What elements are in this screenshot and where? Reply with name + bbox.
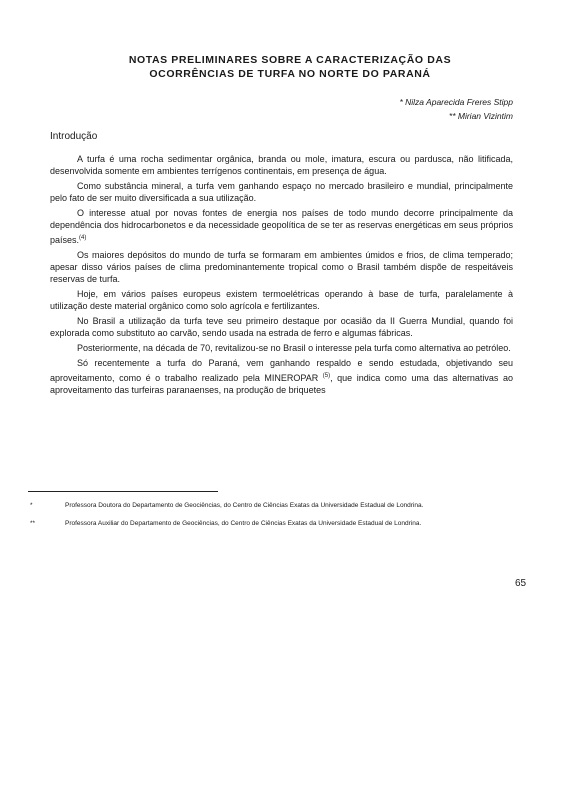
footnote-divider xyxy=(28,491,218,492)
footnote-text: Professora Doutora do Departamento de Geociências, do Centro de Ciências Exatas da Universidade Estadual de Londrina. xyxy=(65,502,424,509)
footnote-text: Professora Auxiliar do Departamento de Geociências, do Centro de Ciências Exatas da Universidade Estadual de Londrina. xyxy=(65,520,422,527)
citation-ref: (4) xyxy=(79,234,87,241)
author-block xyxy=(399,95,513,123)
paragraph-3: O interesse atual por novas fontes de energia nos países de todo mundo decorre principalmente da dependência dos hidrocarbonetos e da necessidade geopolítica de se ter as reservas energéticas em seus próprios países.$^{(4)}$ xyxy=(50,208,513,245)
paragraph-6: No Brasil a utilização da turfa teve seu primeiro destaque por ocasião da II Guerra Mundial, quando foi explorada como substituto ao carvão, sendo usada na estrada de ferro e algumas fábricas. xyxy=(50,316,513,339)
paragraph-5: Hoje, em vários países europeus existem termoelétricas operando à base de turfa, paralelamente à utilização deste material orgânico como solo agrícola e fertilizantes. xyxy=(50,288,513,312)
footnote-mark: ** xyxy=(30,520,36,527)
title-line-2: OCORRÊNCIAS DE TURFA NO NORTE DO PARANÁ xyxy=(149,68,431,80)
footnote-mark: * xyxy=(30,502,33,509)
footnotes xyxy=(28,501,533,537)
section-heading: Introdução xyxy=(50,131,98,142)
author-1: * Nilza Aparecida Freres Stipp xyxy=(399,97,513,107)
footnote-2 xyxy=(28,519,533,528)
paragraph-2: Como substância mineral, a turfa vem ganhando espaço no mercado brasileiro e mundial, principalmente pelo fato de ser muito diversificada a sua utilização. xyxy=(50,181,513,204)
paper-title xyxy=(30,53,550,81)
paragraph-8: Só recentemente a turfa do Paraná, vem ganhando respaldo e sendo estudada, objetivando seu aproveitamento, como é o trabalho realizado pela MINEROPAR $^{(5)}$, que indica como uma das alternativas ao aproveitamento das turfeiras paranaenses, na produção de briquetes xyxy=(50,358,513,395)
paragraph-7: Posteriormente, na década de 70, revitalizou-se no Brasil o interesse pela turfa como alternativa ao petróleo. xyxy=(77,343,511,354)
body-text xyxy=(50,153,513,399)
author-2: ** Mirian Vizintim xyxy=(448,111,513,121)
footnote-1 xyxy=(28,501,533,510)
paragraph-4: Os maiores depósitos do mundo de turfa se formaram em ambientes úmidos e frios, de clima temperado; apesar disso vários países de clima predominantemente tropical como o Brasil também dispõe de respeitáveis reservas de turfa. xyxy=(50,249,513,284)
citation-ref: (5) xyxy=(322,372,331,379)
paragraph-1: A turfa é uma rocha sedimentar orgânica, branda ou mole, imatura, escura ou pardusca, não litificada, desenvolvida somente em ambientes terrígenos continentais, em presença de água. xyxy=(50,154,513,177)
page-number: 65 xyxy=(515,578,527,589)
title-line-1: NOTAS PRELIMINARES SOBRE A CARACTERIZAÇÃO DAS xyxy=(128,54,452,66)
